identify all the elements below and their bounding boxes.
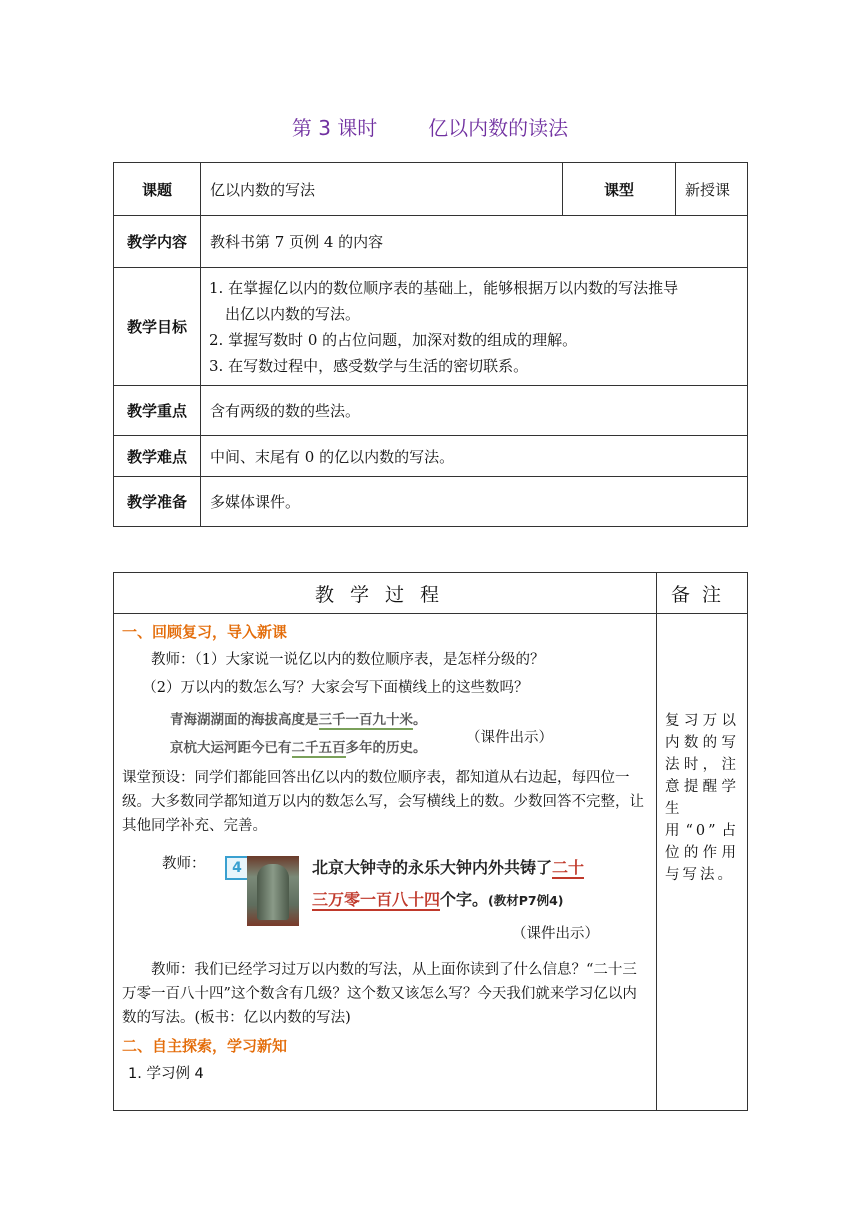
prep-value: 多媒体课件。 (201, 477, 748, 527)
notes-cell: 复习万以内数的写法时，注意提醒学生用“0”占位的作用与写法。 (657, 614, 748, 1111)
example-number-badge: 4 (225, 856, 249, 880)
list-item: 1. 学习例 4 (128, 1066, 204, 1082)
example-slide (122, 838, 648, 958)
teacher-label: 教师： (162, 856, 206, 872)
difficulty-value: 中间、末尾有 0 的亿以内数的写法。 (201, 436, 748, 477)
goal-item: 3. 在写数过程中，感受数学与生活的密切联系。 (209, 356, 529, 375)
slide-line: 青海湖湖面的海拔高度是三千一百九十米。 (170, 712, 427, 728)
process-body (114, 614, 657, 1111)
section-heading: 二、自主探索，学习新知 (122, 1037, 288, 1055)
example-line: 北京大钟寺的永乐大钟内外共铸了二十 (312, 858, 585, 877)
goal-item: 出亿以内数的写法。 (225, 304, 361, 323)
teacher-question: 教师：（1）大家说一说亿以内的数位顺序表，是怎样分级的？ (151, 652, 545, 668)
topic-label: 课题 (114, 163, 201, 216)
goals-label: 教学目标 (114, 268, 201, 386)
slide-caption: （课件出示） (512, 926, 599, 942)
content-label: 教学内容 (114, 216, 201, 268)
content-value: 教科书第 7 页例 4 的内容 (201, 216, 748, 268)
class-preset: 课堂预设：同学们都能回答出亿以内的数位顺序表，都知道从右边起，每四位一级。大多数同学都知道万以内的数怎么写，会写横线上的数。少数回答不完整，让其他同学补充、完善。 (122, 770, 644, 834)
goal-item: 2. 掌握写数时 0 的占位问题，加深对数的组成的理解。 (209, 330, 578, 349)
bell-image (247, 856, 299, 926)
type-label: 课型 (563, 163, 676, 216)
slide-image (122, 704, 648, 764)
topic-value: 亿以内数的写法 (201, 163, 563, 216)
teaching-process-table (113, 572, 748, 1111)
key-label: 教学重点 (114, 386, 201, 436)
goal-item: 1. 在掌握亿以内的数位顺序表的基础上，能够根据万以内数的写法推导 (209, 278, 679, 297)
teacher-question: （2）万以内的数怎么写？大家会写下面横线上的这些数吗？ (142, 680, 529, 696)
difficulty-label: 教学难点 (114, 436, 201, 477)
notes-header: 备注 (657, 573, 748, 614)
type-value: 新授课 (676, 163, 748, 216)
lesson-info-table (113, 162, 748, 527)
section-heading: 一、回顾复习，导入新课 (122, 623, 288, 641)
teacher-intro: 教师：我们已经学习过万以内数的写法，从上面你读到了什么信息？“二十三万零一百八十四”这个数含有几级？这个数又该怎么写？今天我们就来学习亿以内数的写法。(板书：亿以内数的写法) (122, 962, 637, 1026)
example-line: 三万零一百八十四个字。(教材P7例4) (312, 890, 564, 909)
page-title: 第 3 课时 亿以内数的读法 (291, 116, 569, 140)
key-value: 含有两级的数的些法。 (201, 386, 748, 436)
slide-caption: （课件出示） (466, 730, 553, 746)
prep-label: 教学准备 (114, 477, 201, 527)
slide-line: 京杭大运河距今已有二千五百多年的历史。 (170, 740, 427, 756)
goals-list (201, 268, 748, 386)
process-header: 教学过程 (114, 573, 657, 614)
